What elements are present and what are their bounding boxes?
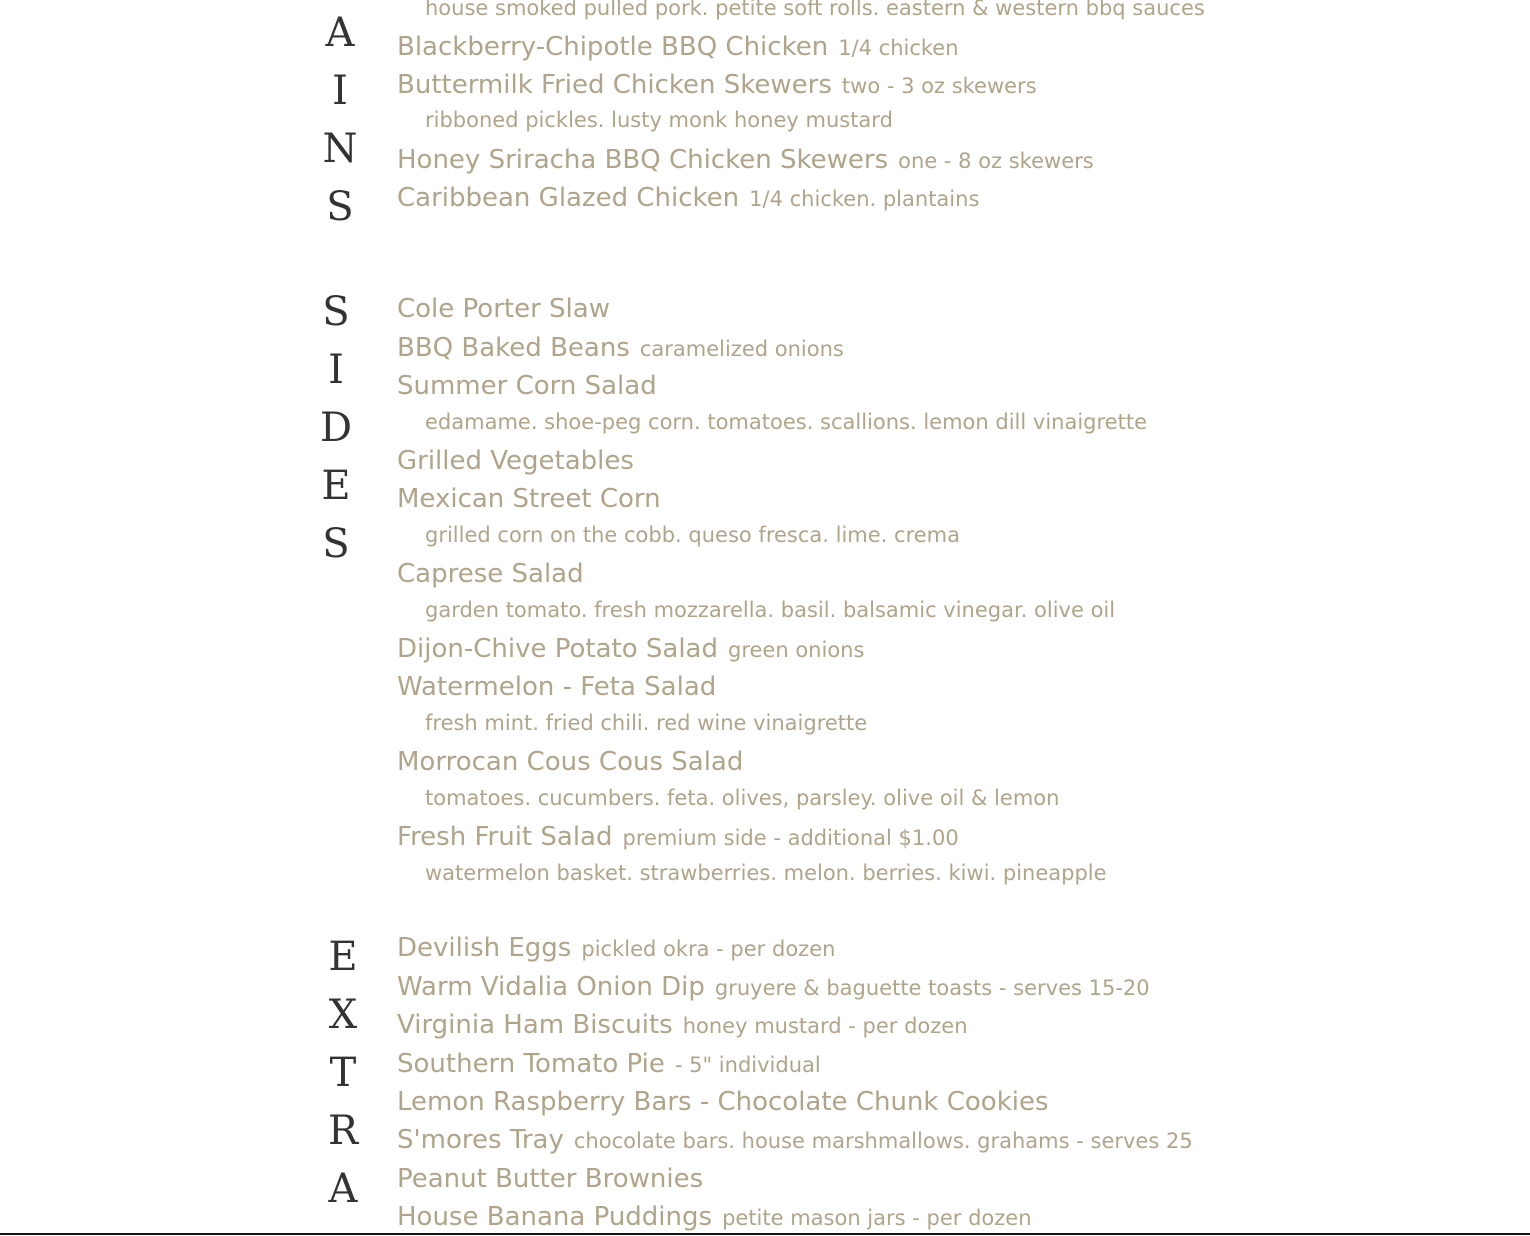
menu-item <box>397 559 584 589</box>
extra-letter: T <box>329 1050 357 1096</box>
sides-letter: S <box>322 521 350 567</box>
extra-letter: E <box>328 934 358 980</box>
item-note: one - 8 oz skewers <box>898 149 1094 173</box>
item-note: - 5" individual <box>674 1053 821 1077</box>
menu-item <box>397 634 864 664</box>
menu-item <box>397 371 657 401</box>
menu-item <box>397 933 835 963</box>
item-name: Morrocan Cous Cous Salad <box>397 747 744 777</box>
menu-item <box>397 183 979 213</box>
item-note: caramelized onions <box>639 337 844 361</box>
item-name: Mexican Street Corn <box>397 484 661 514</box>
menu-item <box>397 1010 968 1040</box>
menu-item <box>397 1049 821 1079</box>
extra-letter: A <box>328 1166 358 1212</box>
menu-item <box>397 672 716 702</box>
sides-letter: D <box>319 405 353 451</box>
mains-letter: A <box>325 10 355 56</box>
item-note: petite mason jars - per dozen <box>722 1206 1032 1230</box>
menu-item <box>397 822 959 852</box>
menu-item <box>397 145 1094 175</box>
menu-item <box>397 1125 1193 1155</box>
item-description: watermelon basket. strawberries. melon. berries. kiwi. pineapple <box>425 861 1107 885</box>
item-name: Fresh Fruit Salad <box>397 822 613 852</box>
extra-section-heading <box>303 928 383 1218</box>
item-name: S'mores Tray <box>397 1125 564 1155</box>
item-name: BBQ Baked Beans <box>397 333 630 363</box>
menu-item <box>397 1087 1049 1117</box>
item-description: fresh mint. fried chili. red wine vinaigrette <box>425 711 868 735</box>
item-name: Grilled Vegetables <box>397 446 634 476</box>
menu-item <box>397 294 610 324</box>
item-note: 1/4 chicken. plantains <box>749 187 980 211</box>
menu-item <box>397 32 959 62</box>
sides-section-heading <box>296 283 376 573</box>
mains-section-heading <box>300 4 380 236</box>
menu-item <box>397 1164 703 1194</box>
item-name: Caribbean Glazed Chicken <box>397 183 740 213</box>
item-note: two - 3 oz skewers <box>841 74 1037 98</box>
extra-letter: R <box>327 1108 359 1154</box>
item-note: 1/4 chicken <box>838 36 959 60</box>
item-description: grilled corn on the cobb. queso fresca. lime. crema <box>425 523 960 547</box>
item-description: garden tomato. fresh mozzarella. basil. balsamic vinegar. olive oil <box>425 598 1116 622</box>
item-note: honey mustard - per dozen <box>682 1014 968 1038</box>
item-name: Virginia Ham Biscuits <box>397 1010 673 1040</box>
item-note: pickled okra - per dozen <box>581 937 836 961</box>
mains-letter: S <box>326 184 354 230</box>
menu-item <box>397 1202 1032 1232</box>
mains-letter: I <box>332 68 348 114</box>
bottom-divider <box>0 1233 1530 1235</box>
menu-item <box>397 70 1037 100</box>
item-description: house smoked pulled pork. petite soft rolls. eastern & western bbq sauces <box>425 0 1205 20</box>
menu-item <box>397 747 743 777</box>
item-name: Watermelon - Feta Salad <box>397 672 717 702</box>
item-name: Summer Corn Salad <box>397 371 657 401</box>
item-name: House Banana Puddings <box>397 1202 713 1232</box>
sides-letter: S <box>322 289 350 335</box>
item-name: Blackberry-Chipotle BBQ Chicken <box>397 32 829 62</box>
item-name: Buttermilk Fried Chicken Skewers <box>397 70 832 100</box>
item-note: gruyere & baguette toasts - serves 15-20 <box>714 976 1150 1000</box>
menu-item <box>397 972 1150 1002</box>
extra-letter: X <box>328 992 358 1038</box>
menu-item <box>397 446 634 476</box>
item-note: green onions <box>728 638 865 662</box>
item-name: Caprese Salad <box>397 559 584 589</box>
item-description: edamame. shoe-peg corn. tomatoes. scallions. lemon dill vinaigrette <box>425 410 1147 434</box>
sides-letter: E <box>321 463 351 509</box>
menu-item <box>397 484 661 514</box>
item-name: Lemon Raspberry Bars - Chocolate Chunk Cookies <box>397 1087 1049 1117</box>
item-description: tomatoes. cucumbers. feta. olives, parsley. olive oil & lemon <box>425 786 1060 810</box>
item-note: chocolate bars. house marshmallows. grahams - serves 25 <box>573 1129 1193 1153</box>
item-name: Devilish Eggs <box>397 933 572 963</box>
item-name: Dijon-Chive Potato Salad <box>397 634 718 664</box>
menu-item <box>397 333 844 363</box>
sides-letter: I <box>328 347 344 393</box>
item-note: premium side - additional $1.00 <box>622 826 959 850</box>
item-name: Peanut Butter Brownies <box>397 1164 704 1194</box>
item-name: Warm Vidalia Onion Dip <box>397 972 705 1002</box>
item-name: Honey Sriracha BBQ Chicken Skewers <box>397 145 889 175</box>
item-description: ribboned pickles. lusty monk honey mustard <box>425 108 893 132</box>
item-name: Southern Tomato Pie <box>397 1049 665 1079</box>
item-name: Cole Porter Slaw <box>397 294 610 324</box>
mains-letter: N <box>322 126 358 172</box>
